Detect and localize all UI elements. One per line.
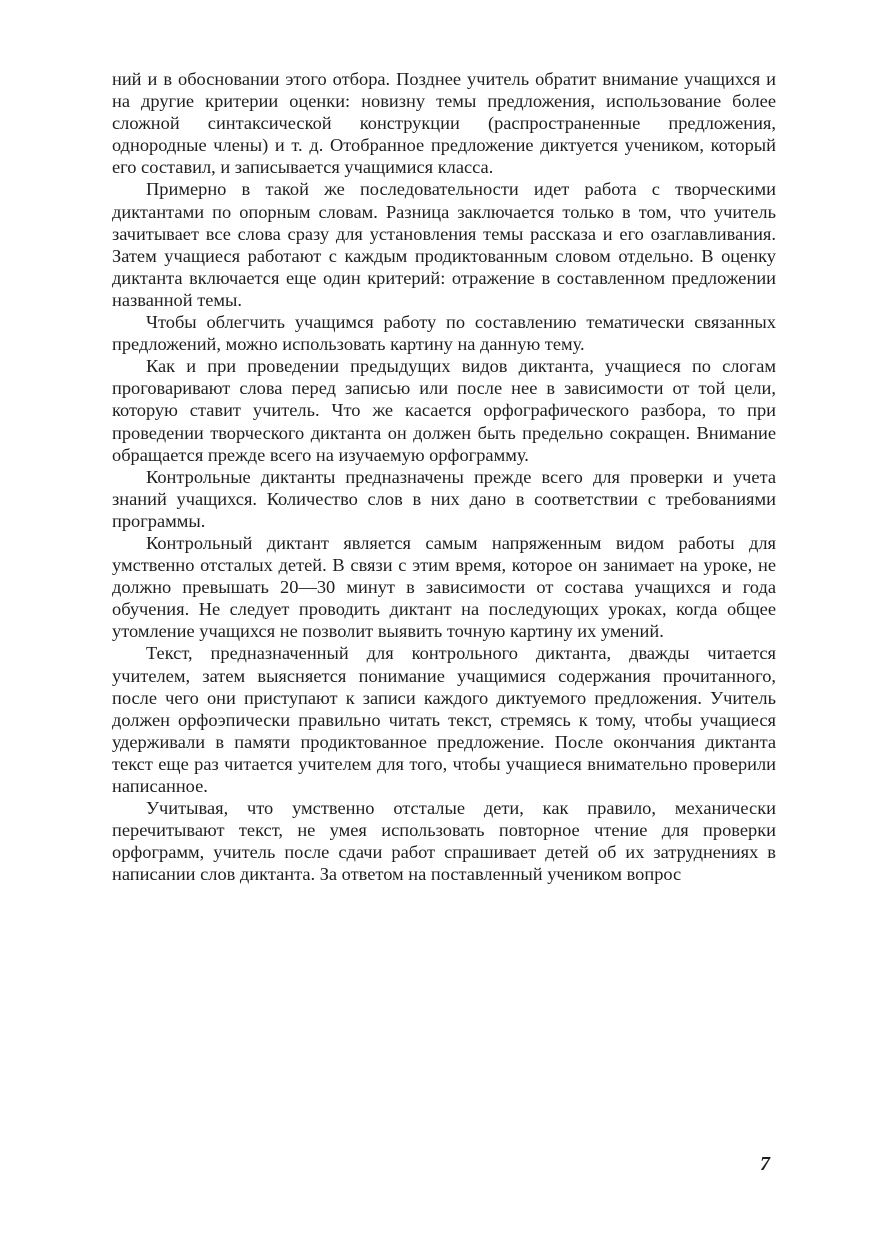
page-number: 7 <box>760 1153 770 1175</box>
paragraph-6: Контрольный диктант является самым напряженным видом работы для умственно отсталых детей. В связи с этим время, которое он занимает на уроке, не должно превышать 20—30 минут в зависимости от состава учащихся и года обучения. Не следует проводить диктант на последующих уроках, когда общее утомление учащихся не позволит выявить точную картину их умений. <box>112 532 776 642</box>
body-text <box>112 68 776 885</box>
paragraph-1: ний и в обосновании этого отбора. Позднее учитель обратит внимание учащихся и на другие критерии оценки: новизну темы предложения, использование более сложной синтаксической конструкции (распространенные предложения, однородные члены) и т. д. Отобранное предложение диктуется учеником, который его составил, и записывается учащимися класса. <box>112 69 776 178</box>
paragraph-7: Текст, предназначенный для контрольного диктанта, дважды читается учителем, затем выясняется понимание учащимися содержания прочитанного, после чего они приступают к записи каждого диктуемого предложения. Учитель должен орфоэпически правильно читать текст, стремясь к тому, чтобы учащиеся удерживали в памяти продиктованное предложение. После окончания диктанта текст еще раз читается учителем для того, чтобы учащиеся внимательно проверили написанное. <box>112 643 776 796</box>
paragraph-2: Примерно в такой же последовательности идет работа с творческими диктантами по опорным словам. Разница заключается только в том, что учитель зачитывает все слова сразу для установления темы рассказа и его озаглавливания. Затем учащиеся работают с каждым продиктованным словом отдельно. В оценку диктанта включается еще один критерий: отражение в составленном предложении названной темы. <box>112 179 776 310</box>
paragraph-3: Чтобы облегчить учащимся работу по составлению тематически связанных предложений, можно использовать картину на данную тему. <box>112 312 776 355</box>
paragraph-8: Учитывая, что умственно отсталые дети, как правило, механически перечитывают текст, не умея использовать повторное чтение для проверки орфограмм, учитель после сдачи работ спрашивает детей об их затруднениях в написании слов диктанта. За ответом на поставленный учеником вопрос <box>112 798 776 885</box>
paragraph-5: Контрольные диктанты предназначены прежде всего для проверки и учета знаний учащихся. Количество слов в них дано в соответствии с требованиями программы. <box>112 466 776 531</box>
paragraph-4: Как и при проведении предыдущих видов диктанта, учащиеся по слогам проговаривают слова перед записью или после нее в зависимости от той цели, которую ставит учитель. Что же касается орфографического разбора, то при проведении творческого диктанта он должен быть предельно сокращен. Внимание обращается прежде всего на изучаемую орфограмму. <box>112 356 776 465</box>
